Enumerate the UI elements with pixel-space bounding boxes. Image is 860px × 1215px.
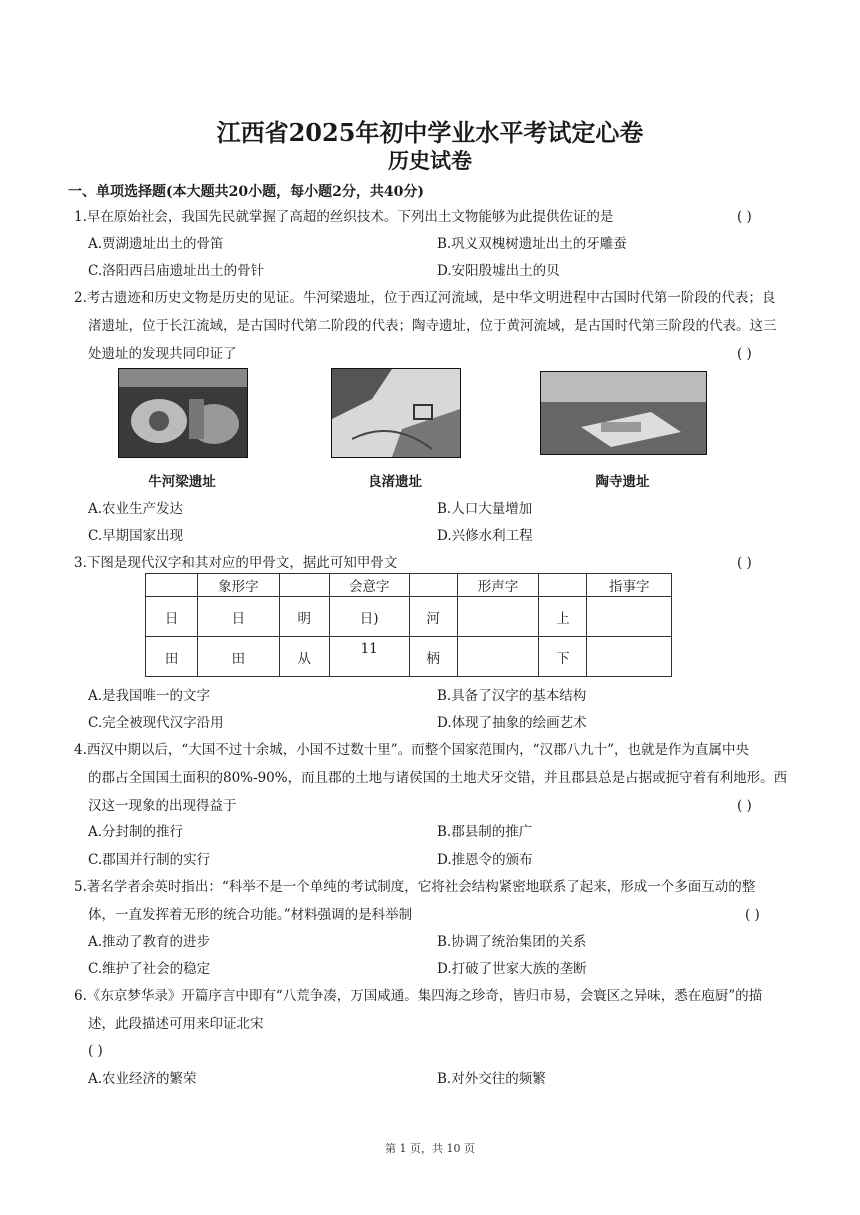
- section-heading: 一、单项选择题(本大题共20小题，每小题2分，共40分): [68, 184, 424, 200]
- question-4-line-2: 的郡占全国国土面积的80%-90%，而且郡的土地与诸侯国的土地犬牙交错，并且郡县总是占据或扼守着有利地形。西: [88, 770, 788, 786]
- table-cell: [457, 637, 539, 677]
- question-3-stem: 3.下图是现代汉字和其对应的甲骨文，据此可知甲骨文: [74, 555, 398, 571]
- question-3-option-c: C.完全被现代汉字沿用: [88, 715, 224, 731]
- question-5-option-a: A.推动了教育的进步: [88, 934, 211, 950]
- question-2-line-3: 处遗址的发现共同印证了: [88, 346, 237, 362]
- exam-subtitle: 历史试卷: [388, 148, 472, 173]
- question-2-line-1: 2.考古遗迹和历史文物是历史的见证。牛河梁遗址，位于西辽河流域，是中华文明进程中古国时代第一阶段的代表；良: [74, 290, 776, 306]
- table-cell: 河: [409, 597, 457, 637]
- answer-bracket: ( ): [737, 798, 752, 814]
- question-1-stem: 1.早在原始社会，我国先民就掌握了高超的丝织技术。下列出土文物能够为此提供佐证的是: [74, 209, 614, 225]
- answer-bracket: ( ): [88, 1043, 103, 1059]
- answer-bracket: ( ): [737, 209, 752, 225]
- question-3-option-b: B.具备了汉字的基本结构: [437, 688, 587, 704]
- table-cell: [587, 637, 672, 677]
- question-5-option-b: B.协调了统治集团的关系: [437, 934, 587, 950]
- niuheliang-site-photo: [118, 368, 248, 458]
- question-5-line-1: 5.著名学者余英时指出：“科举不是一个单纯的考试制度，它将社会结构紧密地联系了起来，形成一个多面互动的整: [74, 879, 756, 895]
- question-1-option-c: C.洛阳西吕庙遗址出土的骨针: [88, 263, 265, 279]
- question-6-line-1: 6.《东京梦华录》开篇序言中即有“八荒争凑，万国咸通。集四海之珍奇，皆归市易，会寰区之异味，悉在庖厨”的描: [74, 988, 763, 1004]
- table-cell: 柄: [409, 637, 457, 677]
- question-4-option-b: B.郡县制的推广: [437, 824, 533, 840]
- caption-niuheliang: 牛河梁遗址: [148, 474, 216, 490]
- table-cell: 从: [279, 637, 329, 677]
- liangzhu-site-map: [331, 368, 461, 458]
- table-cell: [457, 597, 539, 637]
- table-cell: [279, 574, 329, 597]
- answer-bracket: ( ): [737, 346, 752, 362]
- table-cell: 11: [329, 637, 409, 677]
- table-cell: 日: [198, 597, 280, 637]
- question-3-option-d: D.体现了抽象的绘画艺术: [437, 715, 587, 731]
- table-header-indicative: 指事字: [587, 574, 672, 597]
- page-footer: 第 1 页，共 10 页: [385, 1142, 475, 1155]
- question-4-line-1: 4.西汉中期以后，“大国不过十余城，小国不过数十里”。而整个国家范围内，“汉郡八九十”，也就是作为直属中央: [74, 742, 749, 758]
- table-cell: 下: [539, 637, 587, 677]
- table-header-phono-semantic: 形声字: [457, 574, 539, 597]
- question-6-option-b: B.对外交往的频繁: [437, 1071, 546, 1087]
- table-cell: 田: [146, 637, 198, 677]
- question-2-line-2: 渚遗址，位于长江流域，是古国时代第二阶段的代表；陶寺遗址，位于黄河流域，是古国时代第三阶段的代表。这三: [88, 318, 777, 334]
- answer-bracket: ( ): [745, 907, 760, 923]
- table-cell: [587, 597, 672, 637]
- question-1-option-a: A.贾湖遗址出土的骨笛: [88, 236, 224, 252]
- question-5-option-c: C.维护了社会的稳定: [88, 961, 211, 977]
- table-cell: [146, 574, 198, 597]
- table-cell: 田: [198, 637, 280, 677]
- question-2-option-d: D.兴修水利工程: [437, 528, 533, 544]
- table-cell: [539, 574, 587, 597]
- question-4-option-c: C.郡国并行制的实行: [88, 852, 211, 868]
- taosi-site-photo: [540, 371, 707, 455]
- table-header-ideographic: 会意字: [329, 574, 409, 597]
- exam-title: 江西省2025年初中学业水平考试定心卷: [216, 118, 644, 147]
- caption-taosi: 陶寺遗址: [595, 474, 650, 490]
- question-3-option-a: A.是我国唯一的文字: [88, 688, 211, 704]
- table-header-pictographic: 象形字: [198, 574, 280, 597]
- question-6-line-2: 述，此段描述可用来印证北宋: [88, 1016, 264, 1032]
- table-cell: 明: [279, 597, 329, 637]
- question-1-option-b: B.巩义双槐树遗址出土的牙雕蚕: [437, 236, 627, 252]
- table-cell: 上: [539, 597, 587, 637]
- oracle-bone-table: [145, 573, 672, 677]
- answer-bracket: ( ): [737, 555, 752, 571]
- question-5-line-2: 体，一直发挥着无形的统合功能。”材料强调的是科举制: [88, 907, 413, 923]
- question-2-option-b: B.人口大量增加: [437, 501, 533, 517]
- question-2-option-c: C.早期国家出现: [88, 528, 184, 544]
- question-4-line-3: 汉这一现象的出现得益于: [88, 798, 237, 814]
- question-2-option-a: A.农业生产发达: [88, 501, 184, 517]
- caption-liangzhu: 良渚遗址: [368, 474, 422, 490]
- question-4-option-a: A.分封制的推行: [88, 824, 184, 840]
- question-6-option-a: A.农业经济的繁荣: [88, 1071, 197, 1087]
- table-cell: [409, 574, 457, 597]
- question-5-option-d: D.打破了世家大族的垄断: [437, 961, 587, 977]
- question-4-option-d: D.推恩令的颁布: [437, 852, 533, 868]
- question-1-option-d: D.安阳殷墟出土的贝: [437, 263, 560, 279]
- table-cell: 日): [329, 597, 409, 637]
- table-cell: 日: [146, 597, 198, 637]
